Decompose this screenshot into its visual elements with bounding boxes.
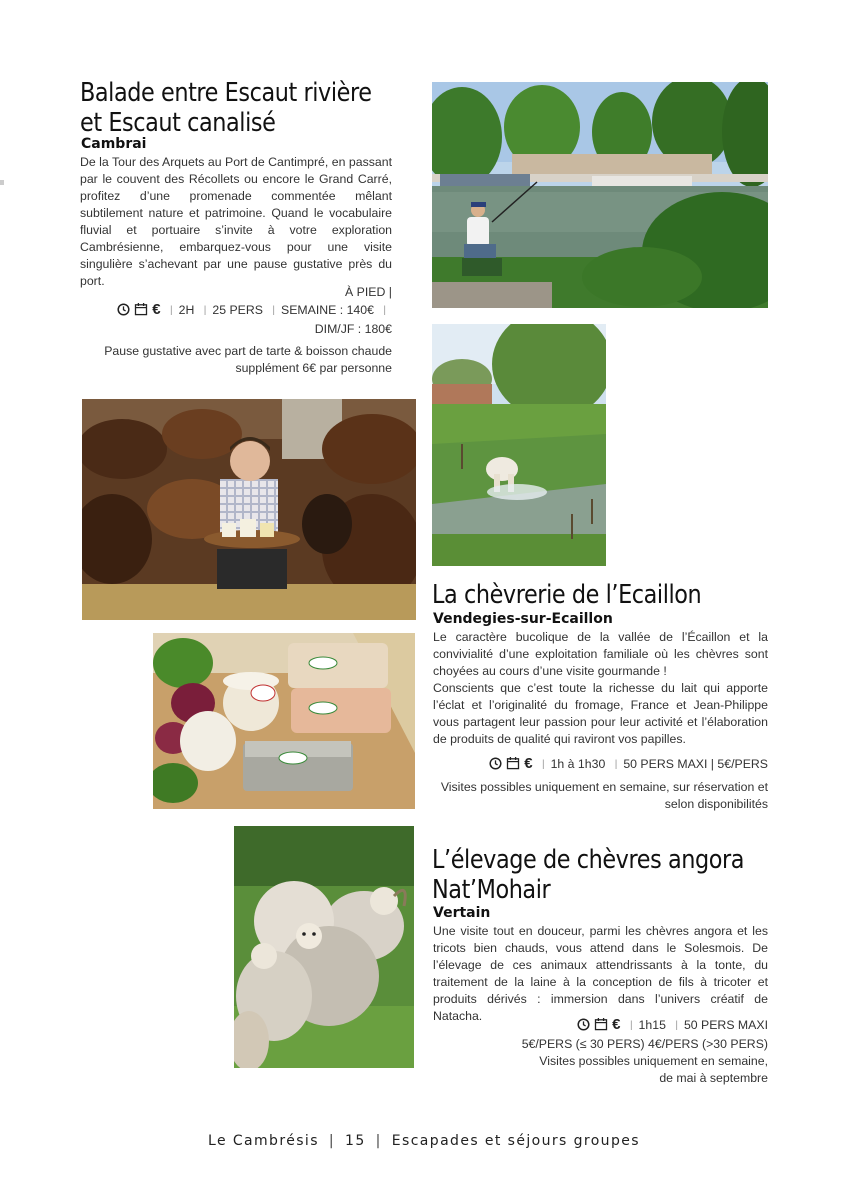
footer-region: Le Cambrésis (208, 1133, 319, 1149)
section1-group-size: 25 PERS (212, 303, 263, 317)
section3-info: € | 1h15 | 50 PERS MAXI 5€/PERS (≤ 30 PERS) 4€/PERS (˃30 PERS) Visites possibles uniquement en semaine, de mai à septembre (433, 1016, 768, 1087)
calendar-icon (134, 302, 148, 321)
calendar-icon (506, 756, 520, 775)
page-number: 15 (345, 1133, 366, 1149)
photo-goat-cheeses (153, 633, 415, 809)
section1-title (80, 78, 372, 138)
section1-note-line2: supplément 6€ par personne (235, 361, 392, 375)
section2-title: La chèvrerie de l’Ecaillon (432, 580, 702, 610)
photo-flooded-meadow-horse (432, 324, 606, 566)
euro-icon: € (524, 755, 533, 772)
section2-info: € | 1h à 1h30 | 50 PERS MAXI | 5€/PERS Visites possibles uniquement en semaine, sur réservation et selon disponibilités (433, 755, 768, 813)
calendar-icon (594, 1017, 608, 1036)
section3-description: Une visite tout en douceur, parmi les chèvres angora et les tricots bien chauds, vous attend dans le Solesmois. De l’élevage de ces animaux attendrissants à la tonte, du traitement de la laine à la conception de fils à tricoter et produits dérivés : immersion dans l’univers créatif de Natacha. (433, 924, 768, 1023)
section3-title-line2: Nat’Mohair (432, 875, 551, 905)
footer-publication: Escapades et séjours groupes (391, 1133, 640, 1149)
section3-duration: 1h15 (638, 1018, 666, 1032)
section1-duration: 2H (178, 303, 195, 317)
section2-description (433, 629, 768, 748)
section1-title-line1: Balade entre Escaut rivière (80, 78, 372, 108)
euro-icon: € (152, 301, 161, 318)
section1-price-week: SEMAINE : 140€ (281, 303, 374, 317)
photo-angora-goats (234, 826, 414, 1068)
section1-description: De la Tour des Arquets au Port de Cantimpré, en passant par le couvent des Récollets ou encore le Grand Carré, profitez d’une promenade commentée mêlant subtilement nature et patrimoine. Quand le vocabulaire fluvial et portuaire s’invite à votre exploration Cambrésienne, embarquez-vous pour une visite singulière s’achevant par une pause gustative près du port. (80, 155, 392, 288)
euro-icon: € (612, 1016, 621, 1033)
section2-group-size: 50 PERS MAXI | 5€/PERS (623, 757, 768, 771)
section2-note-line1: Visites possibles uniquement en semaine, sur réservation et (440, 780, 768, 794)
section1-info: À PIED | € | 2H | 25 PERS | SEMAINE : 140€ | DIM/JF : 180€ Pause gustative avec part de tarte & boisson chaude supplément 6€ par personne (80, 284, 392, 377)
photo-farmer-goats (82, 399, 416, 620)
clock-icon (577, 1018, 590, 1036)
section1-mode: À PIED (345, 285, 386, 299)
photo-river-fishing (432, 82, 768, 308)
section3-price: 5€/PERS (≤ 30 PERS) 4€/PERS (˃30 PERS) (521, 1037, 768, 1051)
section3-note-line1: Visites possibles uniquement en semaine, (539, 1054, 768, 1068)
section3-note-line2: de mai à septembre (659, 1071, 768, 1085)
section1-price-weekend: DIM/JF : 180€ (314, 322, 392, 336)
clock-icon (117, 303, 130, 321)
section3-title (432, 845, 744, 905)
section1-title-line2: et Escaut canalisé (80, 108, 276, 138)
section3-group-size: 50 PERS MAXI (683, 1018, 768, 1032)
section3-location: Vertain (433, 905, 491, 921)
section2-description-p2: Conscients que c’est toute la richesse du lait qui apporte l’éclat et l’originalité du fromage, France et Jean-Philippe vous partagent leur passion pour leur activité et l’élaboration de produits de qualité qui raviront vos papilles. (433, 681, 768, 746)
section2-duration: 1h à 1h30 (550, 757, 606, 771)
section1-note-line1: Pause gustative avec part de tarte & boisson chaude (104, 344, 392, 358)
section2-description-p1: Le caractère bucolique de la vallée de l’Écaillon et la convivialité d’une exploitation familiale où les chèvres sont choyées au cours d’une visite gourmande ! (433, 630, 768, 678)
page-footer: Le Cambrésis | 15 | Escapades et séjours groupes (208, 1133, 640, 1149)
section1-location: Cambrai (81, 136, 147, 152)
section3-title-line1: L’élevage de chèvres angora (432, 845, 745, 875)
section2-note-line2: selon disponibilités (664, 797, 768, 811)
clock-icon (489, 757, 502, 775)
page-edge-mark (0, 180, 4, 185)
section2-location: Vendegies-sur-Ecaillon (433, 611, 613, 627)
